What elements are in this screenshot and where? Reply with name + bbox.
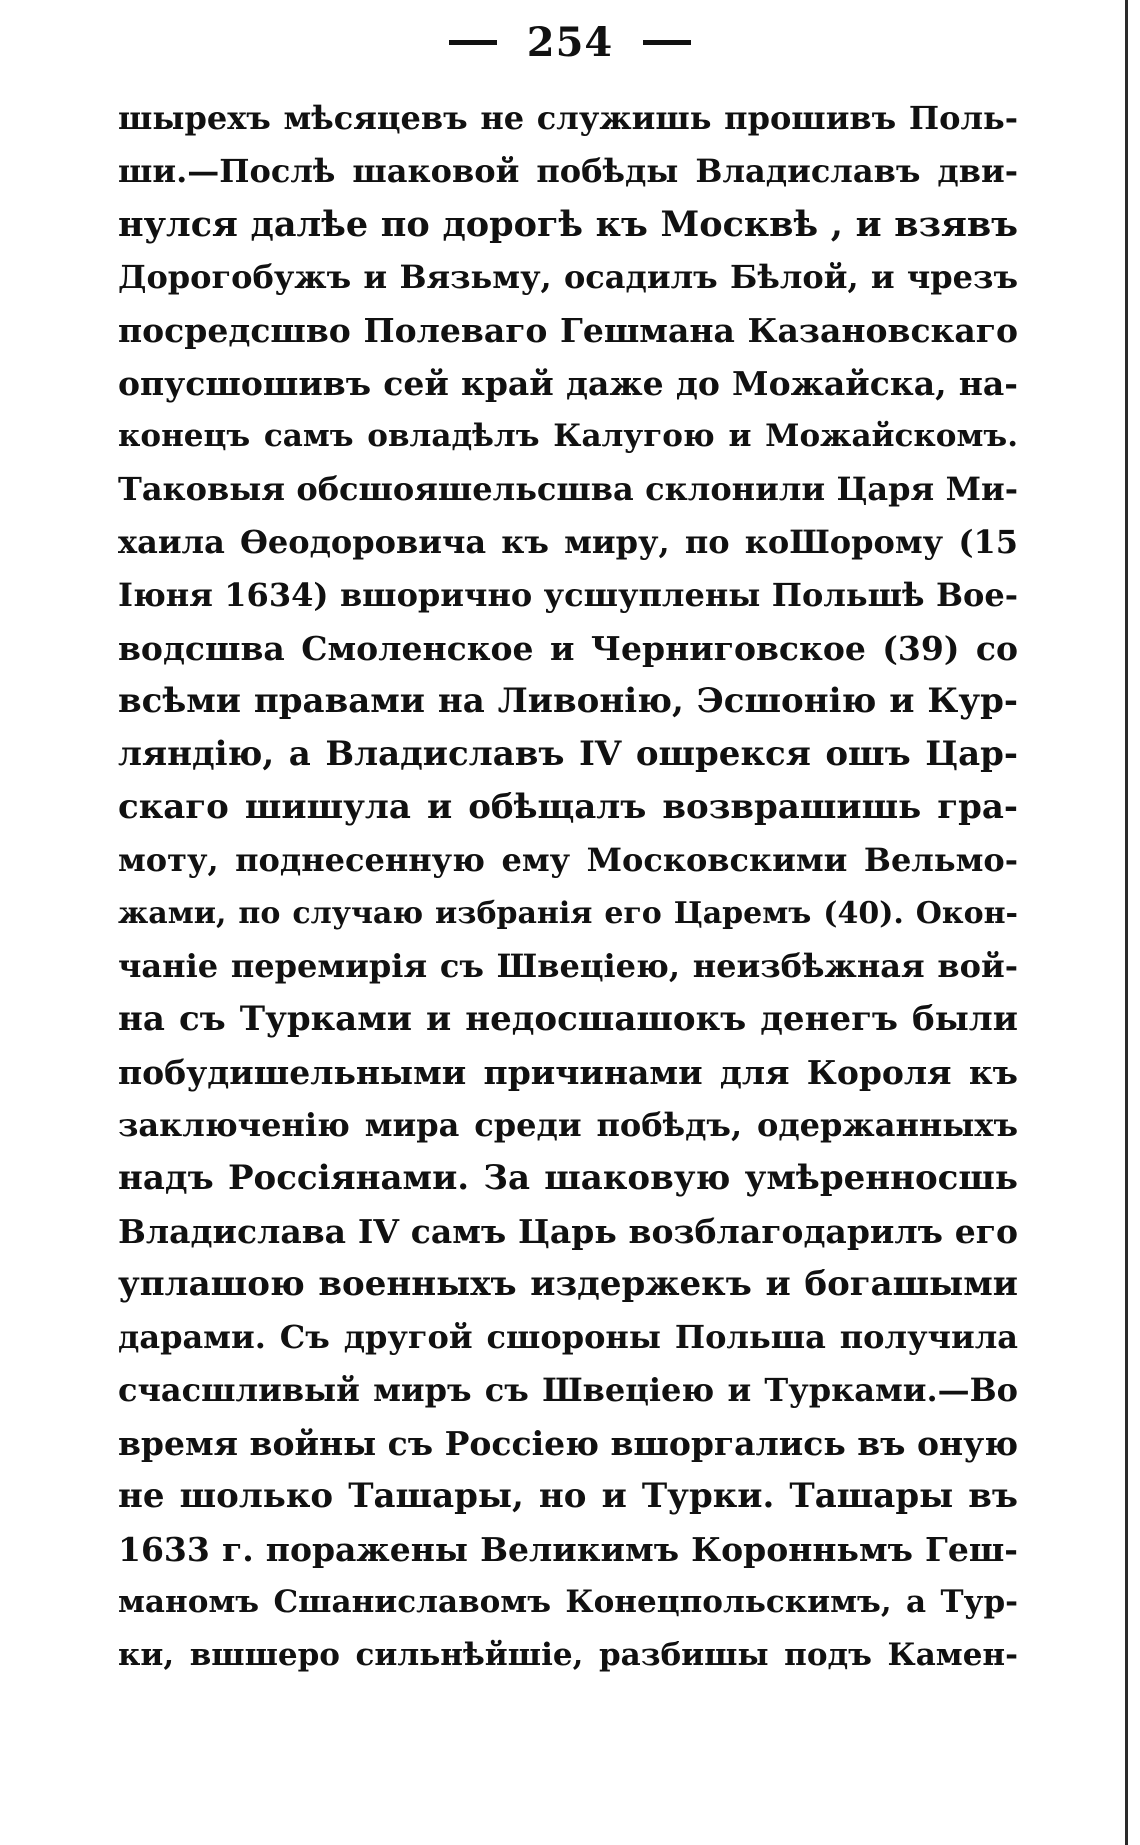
- text-line: скаго шишула и обѣщалъ возврашишь гра-: [118, 787, 1018, 827]
- text-line: 1633 г. поражены Великимъ Коронньмъ Геш-: [118, 1530, 1018, 1569]
- text-line: на съ Турками и недосшашокъ денегъ были: [118, 999, 1018, 1039]
- text-line: шырехъ мѣсяцевъ не служишь прошивъ Поль-: [118, 99, 1018, 137]
- text-line: уплашою военныхъ издержекъ и богашыми: [118, 1264, 1018, 1304]
- text-line: моту, поднесенную ему Московскими Вельмо-: [118, 841, 1018, 879]
- text-line: водсшва Смоленское и Черниговское (39) со: [118, 629, 1018, 668]
- text-line: конецъ самъ овладѣлъ Калугою и Можайскомъ.: [118, 418, 1018, 454]
- text-line: ляндію, а Владиславъ IV ошрекся ошъ Цар-: [118, 734, 1018, 774]
- text-line: счасшливый миръ съ Швеціею и Турками.—Во: [118, 1371, 1018, 1409]
- text-line: Іюня 1634) вшорично усшуплены Польшѣ Вое-: [118, 576, 1018, 614]
- text-line: маномъ Сшаниславомъ Конецпольскимъ, а Тур-: [118, 1584, 1018, 1620]
- text-line: хаила Өеодоровича къ миру, по коШорому (15: [118, 523, 1018, 561]
- page-number: 254: [526, 18, 614, 66]
- text-line: Владислава IV самъ Царь возблагодарилъ его: [118, 1212, 1018, 1251]
- left-dash: [449, 40, 497, 45]
- text-line: время войны съ Россіею вшоргались въ оную: [118, 1424, 1018, 1463]
- text-line: ши.—Послѣ шаковой побѣды Владиславъ дви-: [118, 152, 1018, 190]
- text-line: Дорогобужъ и Вязьму, осадилъ Бѣлой, и чрезъ: [118, 258, 1018, 296]
- text-line: опусшошивъ сей край даже до Можайска, на-: [118, 364, 1018, 403]
- body-text: [118, 92, 1018, 1682]
- text-line: заключенію мира среди побѣдъ, одержанныхъ: [118, 1106, 1018, 1144]
- text-line: не шолько Ташары, но и Турки. Ташары въ: [118, 1476, 1018, 1516]
- text-line: ки, вшшеро сильнѣйшіе, разбишы подъ Камен-: [118, 1637, 1018, 1673]
- text-line: надъ Россіянами. За шаковую умѣренносшь: [118, 1158, 1018, 1198]
- page-header: [0, 14, 1140, 70]
- text-line: чаніе перемирія съ Швеціею, неизбѣжная вой-: [118, 947, 1018, 985]
- text-line: всѣми правами на Ливонію, Эсшонію и Кур-: [118, 681, 1018, 721]
- text-line: жами, по случаю избранія его Царемъ (40). Окон-: [118, 896, 1018, 931]
- text-line: нулся далѣе по дорогѣ къ Москвѣ , и взявъ: [118, 204, 1018, 245]
- text-line: посредсшво Полеваго Гешмана Казановскаго: [118, 311, 1018, 350]
- text-line: дарами. Съ другой сшороны Польша получила: [118, 1318, 1018, 1356]
- right-dash: [643, 40, 691, 45]
- page-edge-line: [1125, 0, 1128, 1845]
- text-line: Таковыя обсшояшельсшва склонили Царя Ми-: [118, 470, 1018, 508]
- text-line: побудишельными причинами для Короля къ: [118, 1053, 1018, 1092]
